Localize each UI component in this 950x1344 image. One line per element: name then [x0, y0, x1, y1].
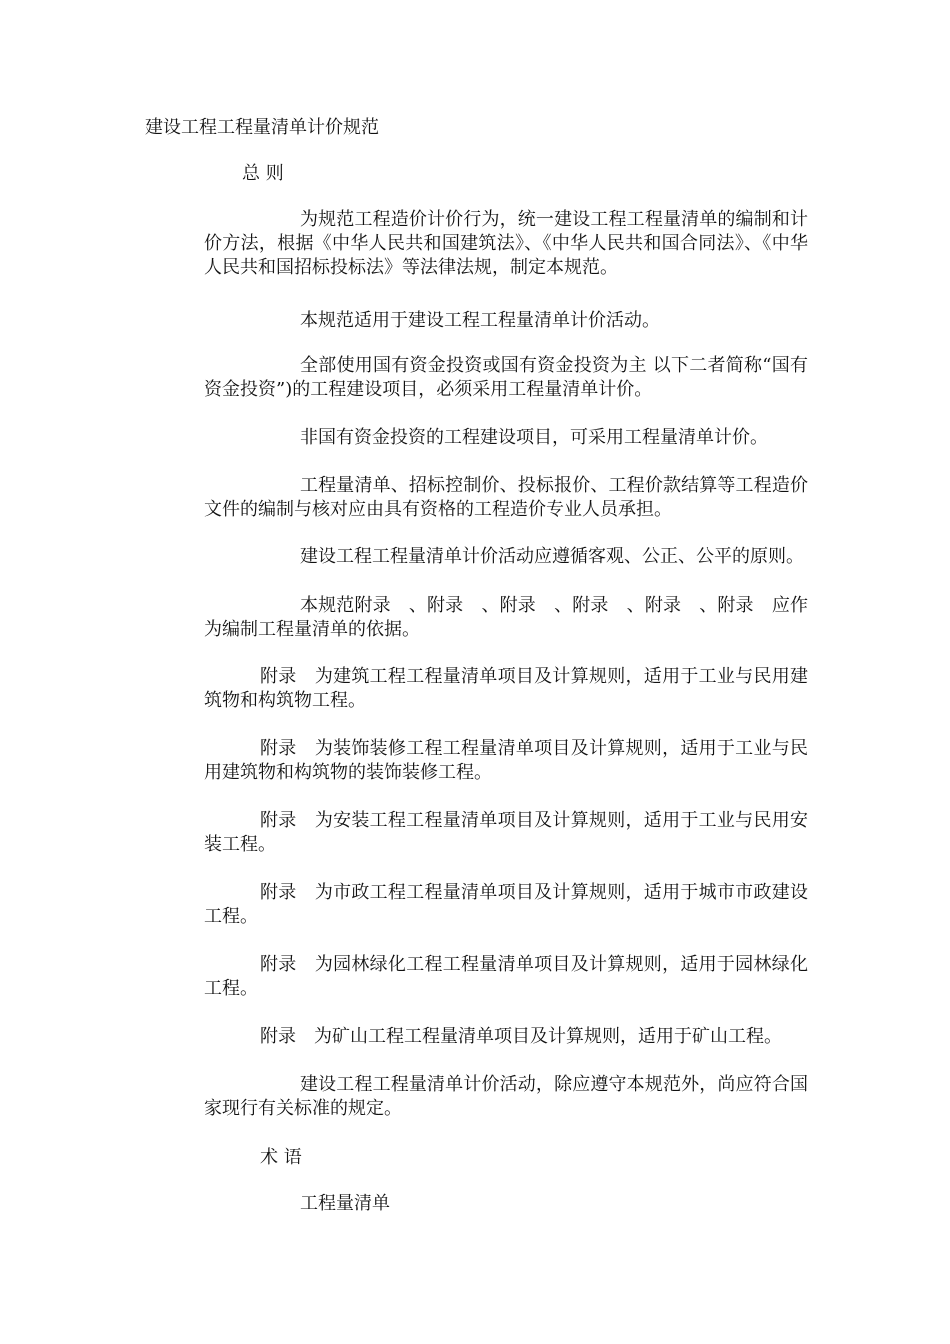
paragraph-scope: 本规范适用于建设工程工程量清单计价活动。 — [300, 310, 660, 331]
paragraph-qualified-personnel: 工程量清单、招标控制价、投标报价、工程价款结算等工程造价文件的编制与核对应由具有资格的工程造价专业人员承担。 — [204, 475, 808, 520]
paragraph-state-funds: 全部使用国有资金投资或国有资金投资为主 以下二者简称“国有资金投资”)的工程建设项目，必须采用工程量清单计价。 — [204, 355, 808, 400]
paragraph-appendix-decoration: 附录 为装饰装修工程工程量清单项目及计算规则，适用于工业与民用建筑物和构筑物的装饰装修工程。 — [204, 738, 808, 783]
paragraph-purpose: 为规范工程造价计价行为，统一建设工程工程量清单的编制和计价方法，根据《中华人民共和国建筑法》、《中华人民共和国合同法》、《中华人民共和国招标投标法》等法律法规，制定本规范。 — [204, 209, 808, 278]
document-title: 建设工程工程量清单计价规范 — [145, 117, 379, 138]
paragraph-other-standards: 建设工程工程量清单计价活动，除应遵守本规范外，尚应符合国家现行有关标准的规定。 — [204, 1074, 808, 1119]
section-heading-terms: 术 语 — [260, 1147, 302, 1168]
paragraph-appendix-mining: 附录 为矿山工程工程量清单项目及计算规则，适用于矿山工程。 — [260, 1026, 782, 1047]
paragraph-appendix-building: 附录 为建筑工程工程量清单项目及计算规则，适用于工业与民用建筑物和构筑物工程。 — [204, 666, 808, 711]
paragraph-appendix-basis: 本规范附录 、附录 、附录 、附录 、附录 、附录 应作为编制工程量清单的依据。 — [204, 595, 808, 640]
paragraph-appendix-municipal: 附录 为市政工程工程量清单项目及计算规则，适用于城市市政建设工程。 — [204, 882, 808, 927]
paragraph-appendix-installation: 附录 为安装工程工程量清单项目及计算规则，适用于工业与民用安装工程。 — [204, 810, 808, 855]
paragraph-non-state-funds: 非国有资金投资的工程建设项目，可采用工程量清单计价。 — [300, 427, 768, 448]
paragraph-principles: 建设工程工程量清单计价活动应遵循客观、公正、公平的原则。 — [300, 546, 804, 567]
term-bill-of-quantities: 工程量清单 — [300, 1193, 390, 1214]
section-heading-general: 总 则 — [242, 163, 284, 184]
paragraph-appendix-landscape: 附录 为园林绿化工程工程量清单项目及计算规则，适用于园林绿化工程。 — [204, 954, 808, 999]
